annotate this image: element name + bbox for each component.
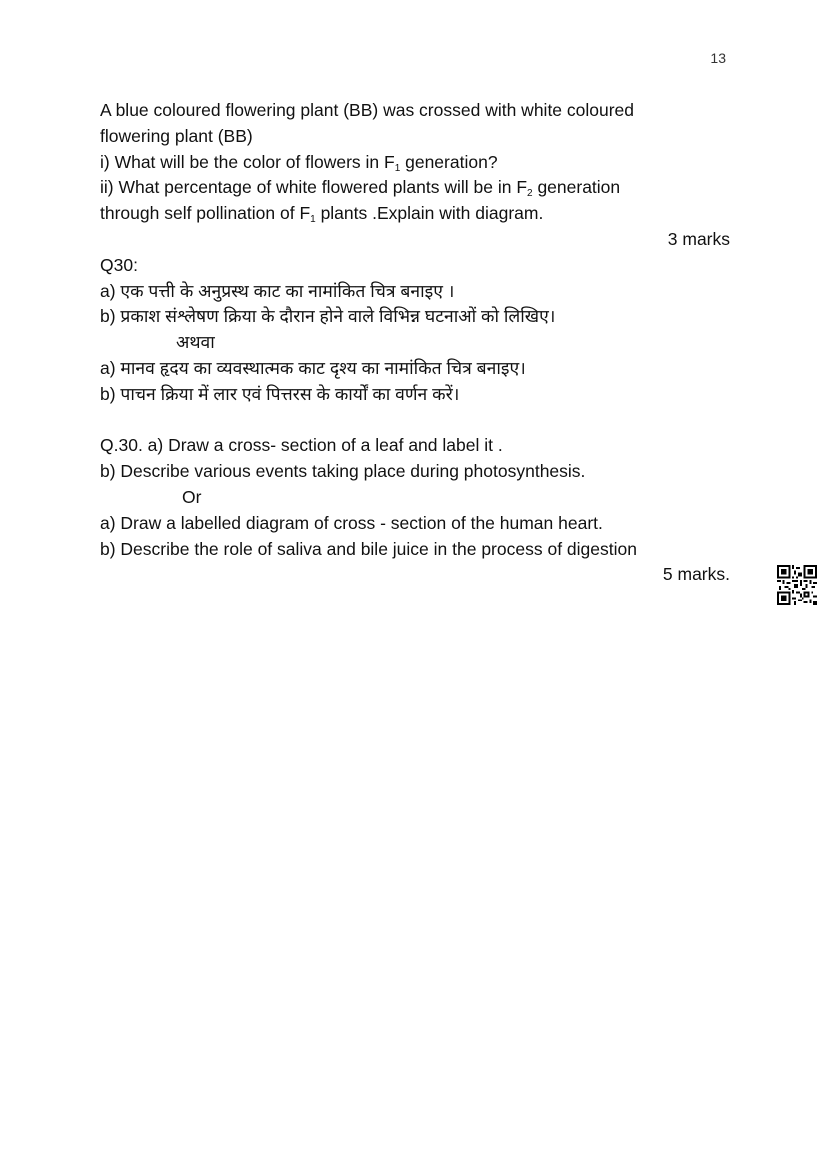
q29-line-1: A blue coloured flowering plant (BB) was crossed with white coloured xyxy=(100,100,635,120)
page-number: 13 xyxy=(710,50,726,66)
q29-q1-text: i) What will be the color of flowers in F xyxy=(100,151,395,172)
q29-q2b-text-end: plants .Explain with diagram. xyxy=(315,203,544,224)
q30-hindi-b1: b) प्रकाश संश्लेषण क्रिया के दौरान होने वाले विभिन्न घटनाओं को लिखिए। xyxy=(100,306,556,327)
q30-hindi-or: अथवा xyxy=(176,332,215,353)
q29-sub-question-2-cont xyxy=(100,201,730,227)
q30-hindi-a1: a) एक पत्ती के अनुप्रस्थ काट का नामांकित चित्र बनाइए । xyxy=(100,280,455,301)
q30-hindi-a2: a) मानव हृदय का व्यवस्थात्मक काट दृश्य का नामांकित चित्र बनाइए। xyxy=(100,357,526,378)
q29-line-2: flowering plant (BB) xyxy=(100,125,253,146)
q29-q2b-subscript: 1 xyxy=(310,214,316,226)
q30-english-or: Or xyxy=(182,486,202,507)
q29-q1-subscript: 1 xyxy=(394,162,401,174)
q29-q2-text: ii) What percentage of white flowered plants will be in F xyxy=(100,177,528,198)
q30-hindi-b2: b) पाचन क्रिया में लार एवं पित्तरस के कार्यों का वर्णन करें। xyxy=(100,383,460,404)
q29-sub-question-1 xyxy=(100,150,730,176)
q29-q2b-text: through self pollination of F xyxy=(100,203,311,224)
qr-code-icon xyxy=(777,565,817,605)
q30-label: Q30: xyxy=(100,254,138,275)
q30-marks: 5 marks. xyxy=(662,564,730,585)
q29-marks: 3 marks xyxy=(667,228,730,249)
spacer xyxy=(100,408,730,434)
q29-q1-text-end: generation? xyxy=(400,151,498,172)
q30-english-a2: a) Draw a labelled diagram of cross - section of the human heart. xyxy=(100,512,603,533)
q30-english-a1: Q.30. a) Draw a cross- section of a leaf and label it . xyxy=(100,435,503,456)
question-content xyxy=(100,98,730,588)
q29-q2-subscript: 2 xyxy=(527,188,533,200)
q29-q2-text-end: generation xyxy=(532,177,621,198)
q29-sub-question-2 xyxy=(100,175,730,201)
q30-english-b1: b) Describe various events taking place during photosynthesis. xyxy=(100,461,586,482)
q30-english-b2: b) Describe the role of saliva and bile juice in the process of digestion xyxy=(100,538,637,559)
